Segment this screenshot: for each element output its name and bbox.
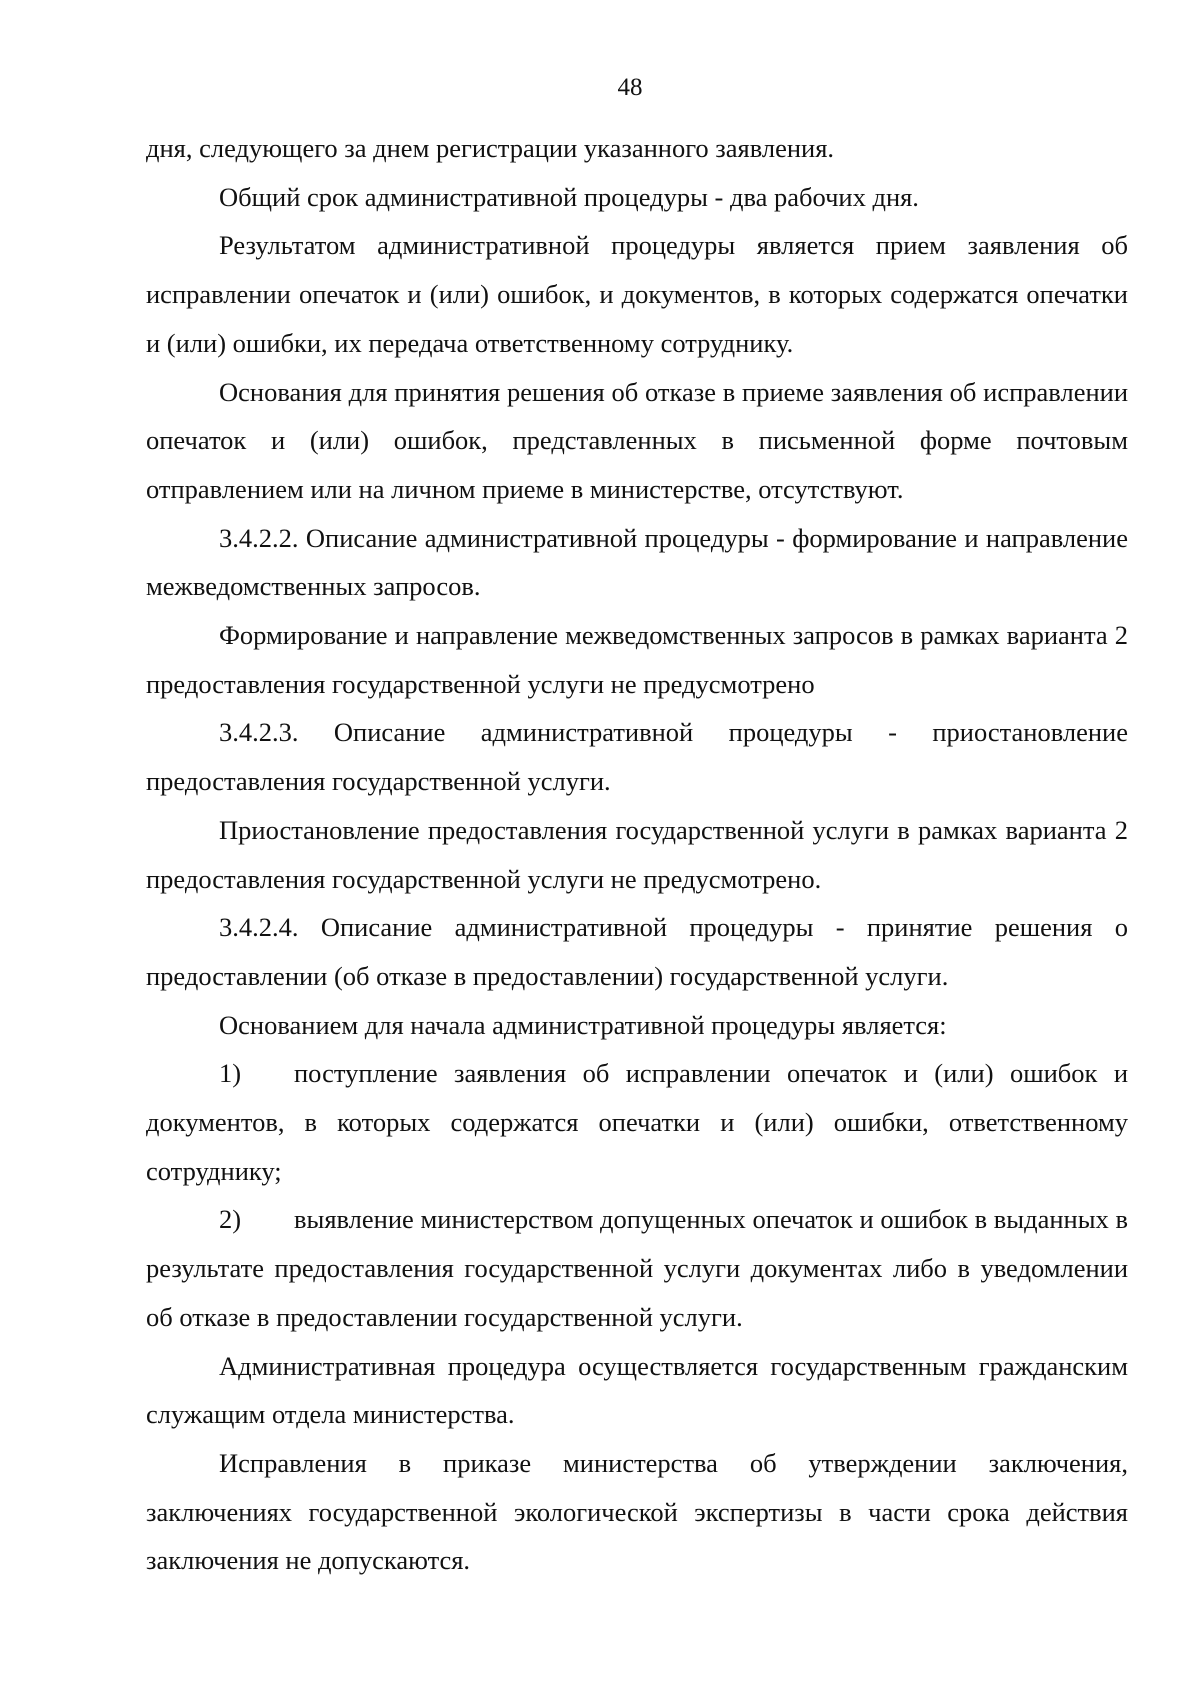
- list-item: [146, 1049, 1128, 1195]
- list-item-text: выявление министерством допущенных опечаток и ошибок в выданных в результате предоставления государственной услуги документах либо в уведомлении об отказе в предоставлении государственной услуги.: [146, 1204, 1128, 1332]
- list-item-text: поступление заявления об исправлении опечаток и (или) ошибок и документов, в которых содержатся опечатки и (или) ошибки, ответственному сотруднику;: [146, 1058, 1128, 1186]
- document-body: [146, 124, 1128, 1585]
- paragraph: Исправления в приказе министерства об утверждении заключения, заключениях государственной экологической экспертизы в части срока действия заключения не допускаются.: [146, 1447, 1128, 1576]
- paragraph: Формирование и направление межведомственных запросов в рамках варианта 2 предоставления государственной услуги не предусмотрено: [146, 620, 1128, 699]
- list-item: [146, 1195, 1128, 1341]
- section-heading-3-4-2-4: 3.4.2.4. Описание административной процедуры - принятие решения о предоставлении (об отказе в предоставлении) государственной услуги.: [146, 912, 1128, 991]
- page-number: 48: [617, 74, 643, 101]
- paragraph: Общий срок административной процедуры - два рабочих дня.: [219, 181, 919, 212]
- list-item-number: 1): [219, 1058, 242, 1089]
- section-heading-3-4-2-3: 3.4.2.3. Описание административной процедуры - приостановление предоставления государственной услуги.: [146, 717, 1128, 797]
- paragraph: дня, следующего за днем регистрации указанного заявления.: [146, 133, 835, 163]
- paragraph: Основания для принятия решения об отказе в приеме заявления об исправлении опечаток и (или) ошибок, представленных в письменной форме почтовым отправлением или на личном приеме в министерстве, отсутствуют.: [146, 376, 1128, 504]
- list-item-number: 2): [219, 1204, 242, 1235]
- section-heading-3-4-2-2: 3.4.2.2. Описание административной процедуры - формирование и направление межведомственных запросов.: [146, 522, 1128, 602]
- paragraph: Результатом административной процедуры является прием заявления об исправлении опечаток и (или) ошибок, и документов, в которых содержатся опечатки и (или) ошибки, их передача ответственному сотруднику.: [146, 230, 1128, 358]
- paragraph: Приостановление предоставления государственной услуги в рамках варианта 2 предоставления государственной услуги не предусмотрено.: [146, 814, 1128, 894]
- paragraph: Административная процедура осуществляется государственным гражданским служащим отдела министерства.: [146, 1350, 1128, 1430]
- paragraph: Основанием для начала административной процедуры является:: [219, 1009, 947, 1040]
